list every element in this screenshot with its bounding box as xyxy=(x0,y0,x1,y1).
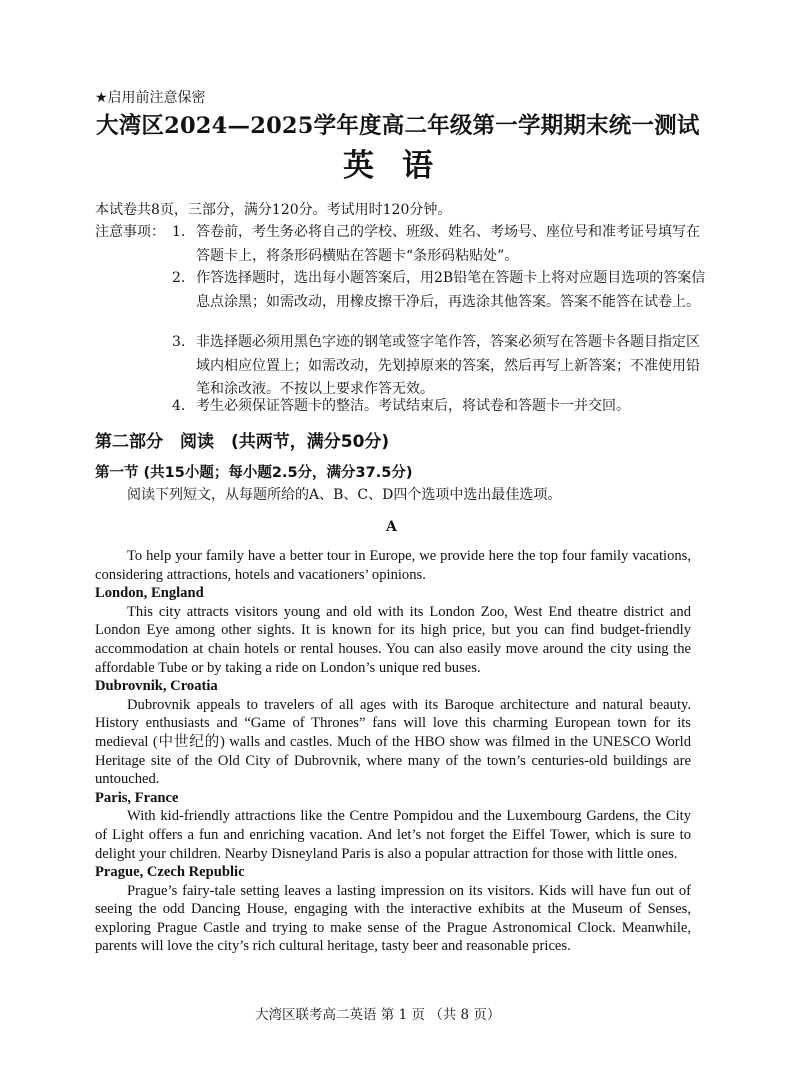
city-paragraph: Dubrovnik appeals to travelers of all ages with its Baroque architecture and natural beauty. History enthusiasts and “Game of Thrones” fans will love this charming European town for its medieval (中世纪的) walls and castles. Much of the HBO show was filmed in the UNESCO World Heritage site of the Old City of Dubrovnik, where many of the town’s centuries-old buildings are untouched. xyxy=(95,696,691,788)
section1-title: 第一节 (共15小题；每小题2.5分，满分37.5分) xyxy=(95,465,413,481)
notice-item-3 xyxy=(172,331,712,402)
notice-item-number: 1. xyxy=(172,224,186,240)
passage-body xyxy=(95,547,691,956)
city-paragraph: This city attracts visitors young and old with its London Zoo, West End theatre district and London Eye among other sights. It is known for its high price, but you can find budget-friendly accommodation at chain hotels or rental houses. You can also easily move around the city using the affordable Tube or by taking a ride on London’s unique red buses. xyxy=(95,603,691,676)
notice-item-2 xyxy=(172,267,712,314)
notice-label: 注意事项： xyxy=(95,224,165,240)
section-instruction: 阅读下列短文，从每题所给的A、B、C、D四个选项中选出最佳选项。 xyxy=(127,487,562,503)
notice-item-number: 2. xyxy=(172,270,186,286)
city-heading: Paris, France xyxy=(95,789,179,806)
notice-item-number: 4. xyxy=(172,398,186,414)
city-paragraph: With kid-friendly attractions like the Centre Pompidou and the Luxembourg Gardens, the City of Light offers a fun and enriching vacation. And let’s not forget the Eiffel Tower, which is sure to delight your children. Nearby Disneyland Paris is also a popular attraction for those with little ones. xyxy=(95,808,691,862)
notice-item-1 xyxy=(172,221,712,268)
passage-intro: To help your family have a better tour in Europe, we provide here the top four family vacations, considering attractions, hotels and vacationers’ opinions. xyxy=(95,548,691,583)
notice-item-text: 考生必须保证答题卡的整洁。考试结束后，将试卷和答题卡一并交回。 xyxy=(196,398,630,414)
part2-title: 第二部分 阅读 (共两节，满分50分) xyxy=(95,432,390,452)
confidential-notice: ★启用前注意保密 xyxy=(95,90,206,106)
notice-item-number: 3. xyxy=(172,334,186,350)
page-footer: 大湾区联考高二英语 第 1 页 （共 8 页） xyxy=(255,1007,501,1023)
city-heading: Prague, Czech Republic xyxy=(95,864,245,881)
city-heading: Dubrovnik, Croatia xyxy=(95,678,218,695)
notice-item-text: 答卷前，考生务必将自己的学校、班级、姓名、考场号、座位号和准考证号填写在答题卡上，将条形码横贴在答题卡“条形码粘贴处”。 xyxy=(196,224,700,264)
exam-title: 大湾区2024—2025学年度高二年级第一学期期末统一测试 xyxy=(96,113,700,139)
passage-letter: A xyxy=(386,519,397,535)
notice-item-text: 作答选择题时，选出每小题答案后，用2B铅笔在答题卡上将对应题目选项的答案信息点涂黑；如需改动，用橡皮擦干净后，再选涂其他答案。答案不能答在试卷上。 xyxy=(196,270,706,310)
city-paragraph: Prague’s fairy-tale setting leaves a lasting impression on its visitors. Kids will have fun out of seeing the odd Dancing House, engaging with the interactive exhibits at the Museum of Senses, exploring Prague Castle and trying to make sense of the Prague Astronomical Clock. Meanwhile, parents will love the city’s rich cultural heritage, tasty beer and reasonable prices. xyxy=(95,882,691,955)
subject-title: 英语 xyxy=(343,148,461,184)
notice-item-4 xyxy=(172,395,712,419)
exam-intro: 本试卷共8页，三部分，满分120分。考试用时120分钟。 xyxy=(95,202,452,218)
city-heading: London, England xyxy=(95,585,204,602)
notice-item-text: 非选择题必须用黑色字迹的钢笔或签字笔作答，答案必须写在答题卡各题目指定区域内相应位置上；如需改动，先划掉原来的答案，然后再写上新答案；不准使用铅笔和涂改液。不按以上要求作答无效。 xyxy=(196,334,700,397)
